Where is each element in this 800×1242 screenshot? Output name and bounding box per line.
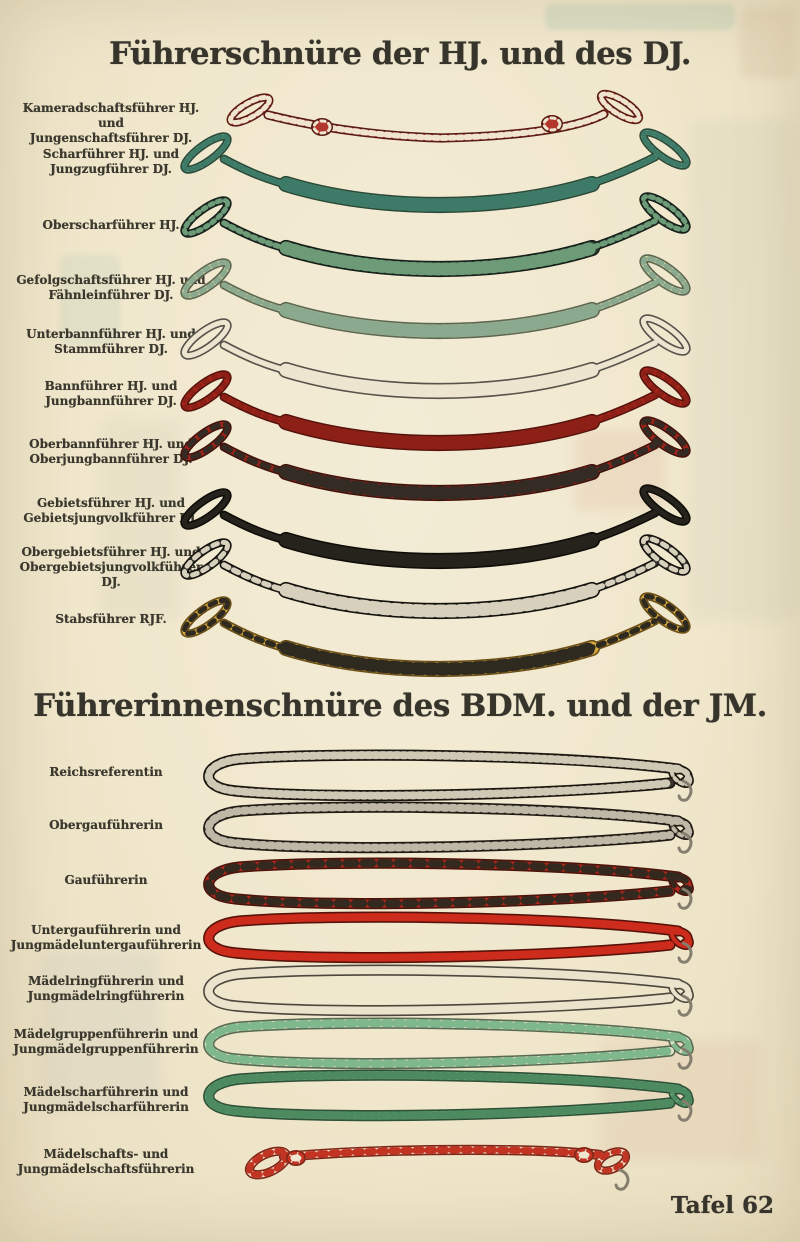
cord-label-line: Jungmädelscharführerin (23, 1100, 189, 1114)
cord-label-line: Jungmädelgruppenführerin (13, 1042, 199, 1056)
section1-row-10-cord-illustration (172, 592, 702, 677)
cord-label-line: Jungbannführer DJ. (45, 394, 177, 408)
cord-label-line: Jungenschaftsführer DJ. (29, 131, 193, 145)
section2-row-3-cord-illustration (178, 856, 708, 918)
cord-label-line: Stabsführer RJF. (55, 611, 167, 626)
cord-label-line: Jungmädelringführerin (27, 989, 185, 1003)
cord-label-line: Obergebietsführer HJ. und (21, 545, 201, 559)
section2-row-6-label (8, 1027, 204, 1057)
section2-row-8-label (8, 1147, 204, 1177)
cord-label-line: Bannführer HJ. und (44, 379, 178, 393)
snap-hook-icon (616, 1170, 628, 1189)
cord-label-line: Mädelgruppenführerin und (13, 1027, 199, 1041)
cord-label-line: Mädelscharführerin und (23, 1085, 189, 1099)
bleedthrough-patch (545, 4, 735, 30)
cord-label-line: Kameradschaftsführer HJ. und (22, 101, 200, 130)
section1-title: Führerschnüre der HJ. und des DJ. (108, 36, 691, 72)
cord-label-line: Reichsreferentin (49, 764, 163, 779)
section2-row-1-label (8, 765, 204, 780)
cord-label-line: Scharführer HJ. und (42, 147, 180, 161)
cord-label-line: Unterbannführer HJ. und (26, 327, 196, 341)
cord-label-line: Obergauführerin (49, 817, 163, 832)
cord-label-line: Jungzugführer DJ. (50, 162, 172, 176)
section2-row-4-label (8, 923, 204, 953)
section2-row-7-label (8, 1085, 204, 1115)
cord-label-line: Oberjungbannführer DJ. (29, 452, 193, 466)
cord-label-line: Obergebietsjungvolkführer DJ. (19, 560, 203, 589)
cord-label-line: Jungmädeluntergauführerin (10, 938, 202, 952)
cord-label-line: Gebietsführer HJ. und (36, 496, 186, 510)
cord-label-line: Mädelringführerin und (28, 974, 184, 988)
section2-title: Führerinnenschnüre des BDM. und der JM. (33, 688, 767, 724)
cord-label-line: Gefolgschaftsführer HJ. und (16, 273, 206, 287)
section2-row-2-cord-illustration (178, 800, 708, 862)
cord-label-line: Untergauführerin und (31, 923, 181, 937)
cord-label-line: Jungmädelschaftsführerin (17, 1162, 195, 1176)
section2-row-8-cord-illustration (232, 1130, 662, 1200)
section2-row-5-label (8, 974, 204, 1004)
bleedthrough-patch (690, 120, 800, 620)
section2-row-7-cord-illustration (178, 1068, 708, 1130)
section2-row-2-label (8, 818, 204, 833)
cord-label-line: Stammführer DJ. (54, 342, 168, 356)
cord-label-line: Gauführerin (64, 872, 148, 887)
section2-row-3-label (8, 873, 204, 888)
cord-label-line: Gebietsjungvolkführer DJ. (23, 511, 199, 525)
cord-label-line: Fähnleinführer DJ. (48, 288, 174, 302)
cord-label-line: Mädelschafts- und (43, 1147, 169, 1161)
plate-number: Tafel 62 (670, 1192, 774, 1219)
cord-label-line: Oberscharführer HJ. (42, 217, 180, 232)
cord-label-line: Oberbannführer HJ. und (29, 437, 193, 451)
